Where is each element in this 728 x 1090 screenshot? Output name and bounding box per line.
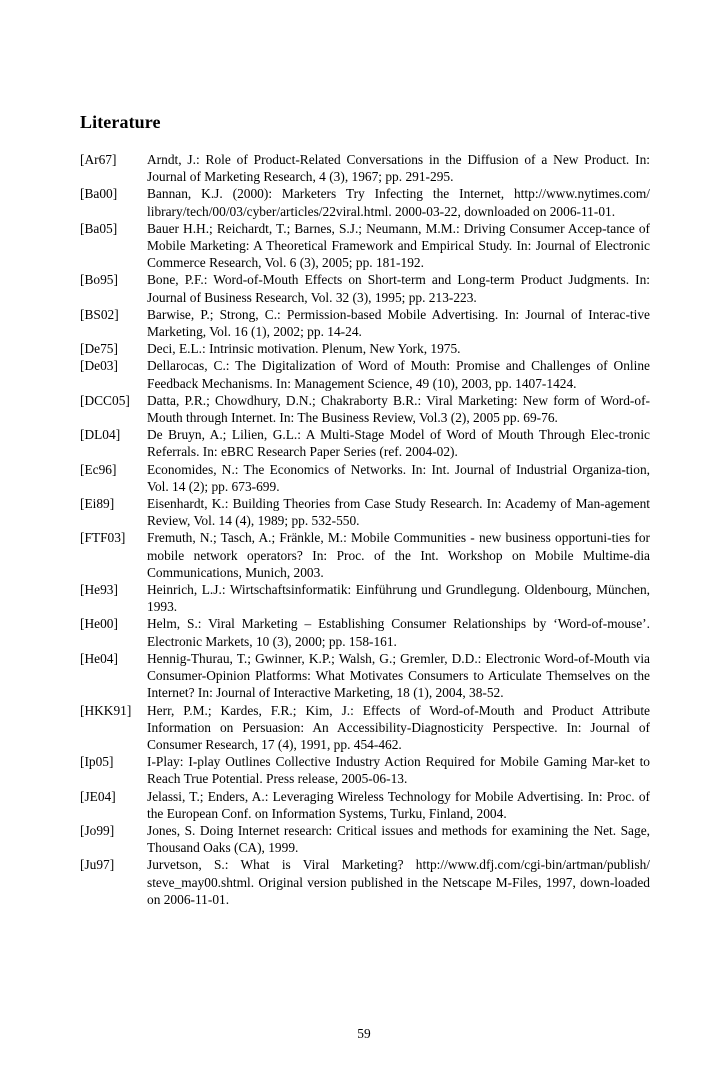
reference-entry [80, 702, 650, 754]
reference-text: Datta, P.R.; Chowdhury, D.N.; Chakraborty B.R.: Viral Marketing: New form of Word-of-Mouth through Internet. In: The Business Review, Vol.3 (2), 2005 pp. 69-76. [147, 392, 650, 426]
section-heading: Literature [80, 112, 161, 132]
reference-text: Bauer H.H.; Reichardt, T.; Barnes, S.J.; Neumann, M.M.: Driving Consumer Accep-tance of Mobile Marketing: A Theoretical Framework and Empirical Study. In: Journal of Electronic Commerce Research, Vol. 6 (3), 2005; pp. 181-192. [147, 220, 650, 271]
reference-key: [DL04] [80, 427, 121, 443]
reference-key: [Ba05] [80, 220, 118, 236]
reference-key: [He00] [80, 616, 118, 632]
reference-entry [80, 856, 650, 908]
reference-entry [80, 306, 650, 340]
reference-text: Dellarocas, C.: The Digitalization of Word of Mouth: Promise and Challenges of Online Feedback Mechanisms. In: Management Science, 49 (10), 2003, pp. 1407-1424. [147, 358, 650, 391]
reference-text: Hennig-Thurau, T.; Gwinner, K.P.; Walsh, G.; Gremler, D.D.: Electronic Word-of-Mouth via Consumer-Opinion Platforms: What Motivates Consumers to Articulate Themselves on the Internet? In: Journal of Interactive Marketing, 18 (1), 2004, 38-52. [147, 650, 650, 701]
reference-entry [80, 426, 650, 460]
reference-key: [De75] [80, 341, 118, 357]
reference-key: [HKK91] [80, 702, 132, 718]
reference-text: Jurvetson, S.: What is Viral Marketing? http://www.dfj.com/cgi-bin/artman/publish/ steve_may00.shtml. Original version published in the Netscape M-Files, 1997, down-loaded on 2006-11-01. [147, 857, 650, 907]
reference-key: [Ec96] [80, 461, 117, 477]
reference-entry [80, 461, 650, 495]
reference-entry [80, 495, 650, 529]
reference-entry [80, 822, 650, 856]
reference-key: [JE04] [80, 788, 116, 804]
reference-text: Heinrich, L.J.: Wirtschaftsinformatik: Einführung und Grundlegung. Oldenbourg, München, 1993. [147, 582, 650, 615]
reference-key: [DCC05] [80, 392, 130, 408]
reference-text: Deci, E.L.: Intrinsic motivation. Plenum, New York, 1975. [147, 341, 461, 357]
reference-key: [He04] [80, 650, 118, 666]
reference-entry [80, 392, 650, 426]
reference-text: Bone, P.F.: Word-of-Mouth Effects on Short-term and Long-term Product Judgments. In: Journal of Business Research, Vol. 32 (3), 1995; pp. 213-223. [147, 272, 650, 305]
reference-key: [Ei89] [80, 496, 115, 512]
reference-text: I-Play: I-play Outlines Collective Industry Action Required for Mobile Gaming Mar-ket to Reach True Potential. Press release, 2005-06-13. [147, 754, 650, 787]
reference-key: [Jo99] [80, 822, 115, 838]
reference-text: Eisenhardt, K.: Building Theories from Case Study Research. In: Academy of Man-agement Review, Vol. 14 (4), 1989; pp. 532-550. [147, 496, 650, 529]
reference-entry [80, 788, 650, 822]
reference-text: Jelassi, T.; Enders, A.: Leveraging Wireless Technology for Mobile Advertising. In: Proc. of the European Conf. on Information Systems, Turku, Finland, 2004. [147, 788, 650, 821]
reference-key: [De03] [80, 358, 118, 374]
reference-entry [80, 753, 650, 787]
reference-text: Arndt, J.: Role of Product-Related Conversations in the Diffusion of a New Product. In: Journal of Marketing Research, 4 (3), 1967; pp. 291-295. [147, 152, 650, 185]
reference-key: [Bo95] [80, 272, 118, 288]
reference-key: [Ar67] [80, 152, 117, 167]
reference-entry [80, 271, 650, 305]
reference-key: [BS02] [80, 306, 119, 322]
reference-entry [80, 151, 650, 185]
reference-entry [80, 220, 650, 272]
reference-entry [80, 357, 650, 391]
reference-list [80, 151, 650, 908]
reference-text: Jones, S. Doing Internet research: Critical issues and methods for examining the Net. Sage, Thousand Oaks (CA), 1999. [147, 822, 650, 856]
reference-entry [80, 615, 650, 649]
reference-text: Helm, S.: Viral Marketing – Establishing Consumer Relationships by ‘Word-of-mouse’. Electronic Markets, 10 (3), 2000; pp. 158-161. [147, 616, 650, 649]
reference-text: Barwise, P.; Strong, C.: Permission-based Mobile Advertising. In: Journal of Interac-tive Marketing, Vol. 16 (1), 2002; pp. 14-24. [147, 306, 650, 340]
reference-text: Bannan, K.J. (2000): Marketers Try Infecting the Internet, http://www.nytimes.com/ library/tech/00/03/cyber/articles/22viral.html. 2000-03-22, downloaded on 2006-11-01. [147, 186, 650, 219]
reference-entry [80, 581, 650, 615]
reference-key: [FTF03] [80, 530, 126, 546]
reference-text: Fremuth, N.; Tasch, A.; Fränkle, M.: Mobile Communities - new business opportuni-ties for mobile network operators? In: Proc. of the Int. Workshop on Mobile Multime-dia Communications, Munich, 2003. [147, 530, 650, 580]
reference-key: [Ba00] [80, 186, 118, 202]
reference-entry [80, 340, 650, 357]
reference-text: Economides, N.: The Economics of Networks. In: Int. Journal of Industrial Organiza-tion, Vol. 14 (2); pp. 673-699. [147, 461, 650, 494]
reference-key: [Ip05] [80, 754, 114, 770]
reference-key: [Ju97] [80, 857, 115, 873]
reference-entry [80, 650, 650, 702]
page-number: 59 [357, 1026, 371, 1041]
reference-entry [80, 185, 650, 219]
reference-text: Herr, P.M.; Kardes, F.R.; Kim, J.: Effects of Word-of-Mouth and Product Attribute Information on Persuasion: An Accessibility-Diagnosticity Perspective. In: Journal of Consumer Research, 17 (4), 1991, pp. 454-462. [147, 702, 650, 752]
reference-key: [He93] [80, 582, 118, 598]
reference-text: De Bruyn, A.; Lilien, G.L.: A Multi-Stage Model of Word of Mouth Through Elec-tronic Referrals. In: eBRC Research Paper Series (ref. 2004-02). [147, 427, 650, 460]
reference-entry [80, 529, 650, 581]
